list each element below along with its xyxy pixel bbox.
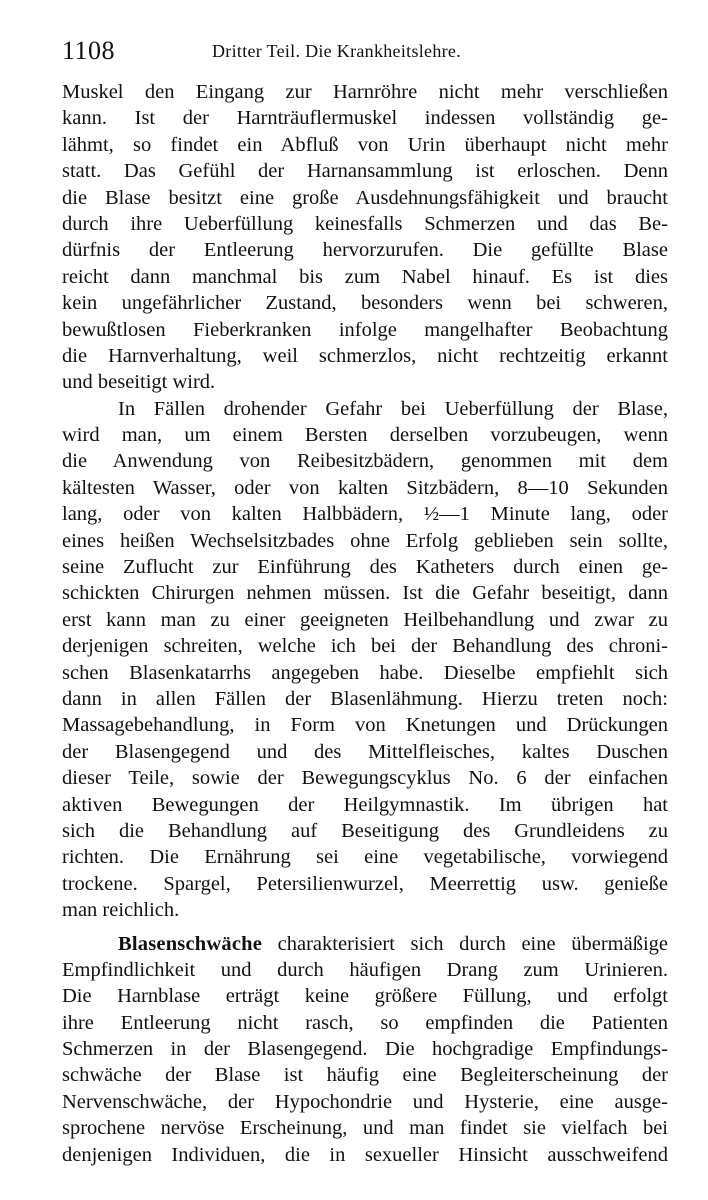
text-line: Die Harnblase erträgt keine größere Füllung, und erfolgt bbox=[62, 985, 668, 1008]
text-line: ihre Entleerung nicht rasch, so empfinden die Patienten bbox=[62, 1011, 668, 1034]
page-body bbox=[62, 79, 668, 1168]
text-line: die Anwendung von Reibesitzbädern, genommen mit dem bbox=[62, 450, 668, 473]
text-line: seine Zuflucht zur Einführung des Katheters durch einen ge- bbox=[62, 556, 668, 579]
text-line: schwäche der Blase ist häufig eine Begleiterscheinung der bbox=[62, 1064, 668, 1087]
page-header bbox=[62, 34, 668, 68]
text-line: derjenigen schreiten, welche ich bei der Behandlung des chroni- bbox=[62, 635, 668, 658]
text-line bbox=[62, 931, 668, 957]
text-line: Empfindlichkeit und durch häufigen Drang zum Urinieren. bbox=[62, 958, 668, 981]
text-line: reicht dann manchmal bis zum Nabel hinauf. Es ist dies bbox=[62, 265, 668, 288]
paragraph-continuation bbox=[62, 79, 668, 396]
page-number: 1108 bbox=[62, 36, 116, 65]
text-line: dürfnis der Entleerung hervorzurufen. Die gefüllte Blase bbox=[62, 239, 668, 262]
text-line: trockene. Spargel, Petersilienwurzel, Meerrettig usw. genieße bbox=[62, 872, 668, 895]
text-line: und beseitigt wird. bbox=[62, 371, 216, 394]
text-line: kältesten Wasser, oder von kalten Sitzbädern, 8—10 Sekunden bbox=[62, 476, 668, 499]
text-line: die Harnverhaltung, weil schmerzlos, nicht rechtzeitig erkannt bbox=[62, 344, 668, 367]
text-line: dann in allen Fällen der Blasenlähmung. Hierzu treten noch: bbox=[62, 687, 668, 710]
text-line: kein ungefährlicher Zustand, besonders wenn bei schweren, bbox=[62, 292, 668, 315]
paragraph-blasenschwaeche bbox=[62, 931, 668, 1169]
text-line: bewußtlosen Fieberkranken infolge mangelhafter Beobachtung bbox=[62, 318, 668, 341]
text-line: statt. Das Gefühl der Harnansammlung ist erloschen. Denn bbox=[62, 160, 668, 183]
text-line: Muskel den Eingang zur Harnröhre nicht mehr verschließen bbox=[62, 81, 668, 103]
text-line: kann. Ist der Harnträuflermuskel indessen vollständig ge- bbox=[62, 107, 668, 130]
text-line: die Blase besitzt eine große Ausdehnungsfähigkeit und braucht bbox=[62, 186, 668, 209]
text-line: sprochene nervöse Erscheinung, und man findet sie vielfach bei bbox=[62, 1117, 668, 1140]
text-line: denjenigen Individuen, die in sexueller Hinsicht ausschweifend bbox=[62, 1143, 668, 1166]
text-line: In Fällen drohender Gefahr bei Ueberfüllung der Blase, bbox=[118, 397, 668, 420]
text-line: der Blasengegend und des Mittelfleisches, kaltes Duschen bbox=[62, 740, 668, 763]
text-line: richten. Die Ernährung sei eine vegetabilische, vorwiegend bbox=[62, 846, 668, 869]
text-line: schickten Chirurgen nehmen müssen. Ist die Gefahr beseitigt, dann bbox=[62, 582, 668, 605]
running-head: Dritter Teil. Die Krankheitslehre. bbox=[212, 41, 462, 61]
section-term: Blasenschwäche bbox=[118, 932, 263, 955]
text-line: Massagebehandlung, in Form von Knetungen und Drückungen bbox=[62, 714, 668, 737]
text-line: Nervenschwäche, der Hypochondrie und Hysterie, eine ausge- bbox=[62, 1090, 668, 1113]
text-line: Schmerzen in der Blasengegend. Die hochgradige Empfindungs- bbox=[62, 1038, 668, 1061]
text-fragment: charakterisiert sich durch eine übermäßige bbox=[277, 932, 668, 955]
text-line: aktiven Bewegungen der Heilgymnastik. Im übrigen hat bbox=[62, 793, 668, 816]
paragraph-treatment bbox=[62, 396, 668, 924]
paragraph-gap bbox=[62, 924, 668, 931]
text-line: dieser Teile, sowie der Bewegungscyklus No. 6 der einfachen bbox=[62, 767, 668, 790]
text-line: eines heißen Wechselsitzbades ohne Erfolg geblieben sein sollte, bbox=[62, 529, 668, 552]
text-line: sich die Behandlung auf Beseitigung des Grundleidens zu bbox=[62, 819, 668, 842]
text-line: lang, oder von kalten Halbbädern, ½—1 Minute lang, oder bbox=[62, 503, 668, 526]
text-line: man reichlich. bbox=[62, 899, 180, 922]
text-line: wird man, um einem Bersten derselben vorzubeugen, wenn bbox=[62, 424, 668, 447]
text-line: schen Blasenkatarrhs angegeben habe. Dieselbe empfiehlt sich bbox=[62, 661, 668, 684]
text-line: durch ihre Ueberfüllung keinesfalls Schmerzen und das Be- bbox=[62, 212, 668, 235]
text-line: lähmt, so findet ein Abfluß von Urin überhaupt nicht mehr bbox=[62, 133, 668, 156]
text-line: erst kann man zu einer geeigneten Heilbehandlung und zwar zu bbox=[62, 608, 668, 631]
